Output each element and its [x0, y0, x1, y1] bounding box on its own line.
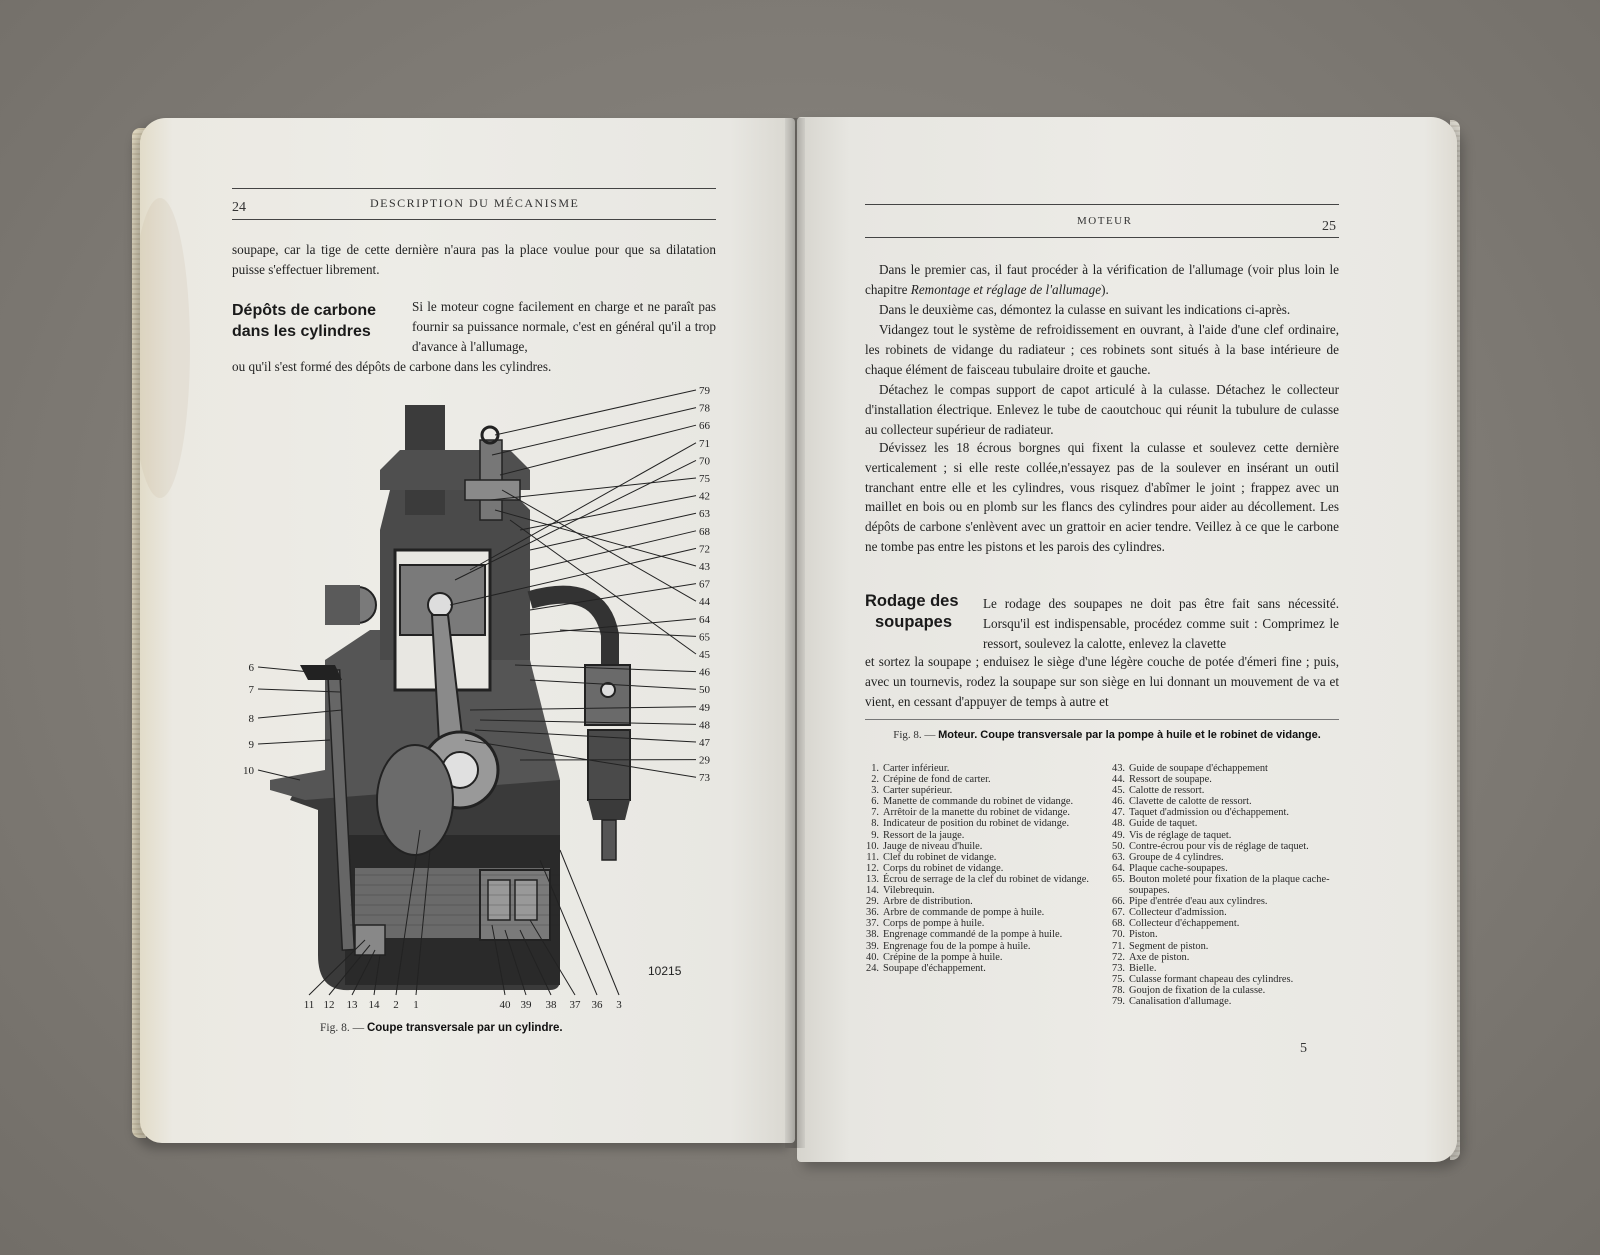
legend-number: 10.: [866, 840, 879, 852]
callout-number: 10: [243, 765, 254, 777]
legend-number: 40.: [866, 951, 879, 963]
leader-line: [530, 531, 696, 570]
legend-item: [1105, 929, 1345, 940]
legend-label: Clavette de calotte de ressort.: [1129, 796, 1252, 808]
legend-number: 50.: [1112, 840, 1125, 852]
legend-number: 66.: [1112, 896, 1125, 908]
legend-item: [1105, 896, 1345, 907]
callout-number: 78: [699, 402, 710, 415]
legend-number: 14.: [866, 885, 879, 897]
legend-label: Bielle.: [1129, 962, 1157, 974]
legend-label: Canalisation d'allumage.: [1129, 995, 1232, 1007]
legend-item: [1105, 941, 1345, 952]
paragraph-text: Dévissez les 18 écrous borgnes qui fixent la culasse et soulevez cette dernière verticalement ; si elle reste collée,n'essayez pas de la soulever en insérant un outil tranchant entre elle et les cylindres, vous risquez d'abîmer le joint ; frappez avec un maillet en bois ou en plomb sur les flancs des cylindres pour aider au décollement. Les dépôts de carbone s'enlèvent avec un grattoir en acier tendre. Veillez à ce que le carbone ne tombe pas entre les pistons et les parois des cylindres.: [865, 440, 1339, 554]
callout-number: 39: [520, 999, 532, 1011]
legend-label: Crépine de la pompe à huile.: [883, 951, 1003, 963]
legend-number: 9.: [871, 829, 879, 841]
legend-caption: [887, 729, 1327, 741]
legend-label: Pipe d'entrée d'eau aux cylindres.: [1129, 896, 1268, 908]
section-heading-line: Dépôts de carbone: [232, 302, 377, 319]
callout-number: 1: [413, 999, 419, 1011]
legend-column-right: [1105, 763, 1345, 1007]
callout-number: 42: [699, 490, 710, 503]
figure-caption: [320, 1022, 740, 1034]
legend-label: Vis de réglage de taquet.: [1129, 829, 1232, 841]
intro-paragraph: soupape, car la tige de cette dernière n'aura pas la place voulue pour que sa dilatation puisse s'effectuer librement.: [232, 242, 716, 277]
body-paragraph: [865, 438, 1339, 557]
body-paragraph: [865, 260, 1339, 300]
legend-number: 72.: [1112, 951, 1125, 963]
legend-label: Carter supérieur.: [883, 785, 953, 797]
legend-item: [1105, 907, 1345, 918]
legend-label: Contre-écrou pour vis de réglage de taquet.: [1129, 840, 1309, 852]
legend-label: Vilebrequin.: [883, 885, 935, 897]
legend-label: Corps de pompe à huile.: [883, 918, 985, 930]
legend-item: [1105, 807, 1345, 818]
legend-label: Arbre de commande de pompe à huile.: [883, 907, 1045, 919]
legend-label: Groupe de 4 cylindres.: [1129, 851, 1224, 863]
leader-line: [560, 850, 619, 995]
callout-number: 9: [248, 739, 254, 751]
leader-line: [500, 425, 696, 475]
section-heading-line: soupapes: [875, 613, 953, 631]
callout-number: 13: [346, 999, 358, 1011]
callout-number: 73: [699, 772, 710, 785]
caption-prefix: Fig. 8. —: [320, 1022, 365, 1034]
legend-label: Engrenage commandé de la pompe à huile.: [883, 929, 1063, 941]
section-heading-carbone: [232, 300, 407, 342]
legend-number: 67.: [1112, 907, 1125, 919]
legend-item: [1105, 852, 1345, 863]
right-page-number: 25: [1322, 219, 1336, 234]
paragraph-text: Dans le deuxième cas, démontez la culasse en suivant les indications ci-après.: [879, 302, 1291, 317]
legend-item: [859, 874, 1099, 885]
section-heading-rodage: [865, 591, 980, 633]
legend-number: 37.: [866, 918, 879, 930]
caption-prefix: Fig. 8. —: [893, 729, 936, 741]
leader-line: [560, 630, 696, 636]
legend-item: [859, 918, 1099, 929]
section-paragraph-cont: et sortez la soupape ; enduisez le siège d'une légère couche de potée d'émeri fine ; puis, avec un tournevis, rodez la soupape sur son siège en lui donnant un mouvement de va et vient, en cessant d'appuyer de temps à autre et: [865, 654, 1339, 709]
legend-label: Crépine de fond de carter.: [883, 774, 991, 786]
legend-label: Piston.: [1129, 929, 1158, 941]
legend-number: 24.: [866, 962, 879, 974]
legend-item: [1105, 918, 1345, 929]
legend-number: 38.: [866, 929, 879, 941]
callout-number: 71: [699, 437, 710, 450]
legend-item: [1105, 774, 1345, 785]
body-paragraph: [865, 380, 1339, 439]
callout-number: 64: [699, 613, 710, 626]
callout-number: 40: [499, 999, 511, 1011]
callout-number: 43: [699, 561, 710, 573]
legend-number: 70.: [1112, 929, 1125, 941]
legend-item: [859, 830, 1099, 841]
caption-title: Coupe transversale par un cylindre.: [366, 1022, 563, 1034]
legend-number: 13.: [866, 873, 879, 885]
legend-number: 75.: [1112, 973, 1125, 985]
section-heading-line: Rodage des: [865, 592, 959, 610]
legend-label: Indicateur de position du robinet de vidange.: [883, 818, 1070, 830]
folio: 5: [1300, 1041, 1307, 1056]
legend-item: [859, 841, 1099, 852]
callout-number: 44: [699, 596, 710, 609]
callout-number: 45: [699, 649, 710, 661]
callout-number: 68: [699, 525, 710, 538]
callout-number: 12: [323, 999, 335, 1011]
right-callout-labels: [699, 385, 711, 784]
header-rule-bottom: [865, 237, 1339, 238]
callout-number: 36: [591, 999, 603, 1011]
legend-label: Engrenage fou de la pompe à huile.: [883, 940, 1031, 952]
engine-cross-section-figure: [230, 380, 750, 1020]
legend-label: Clef du robinet de vidange.: [883, 851, 997, 863]
bottom-callout-labels: [304, 999, 623, 1011]
legend-label: Collecteur d'échappement.: [1129, 918, 1240, 930]
legend-number: 71.: [1112, 940, 1125, 952]
legend-item: [1105, 985, 1345, 996]
leader-line: [495, 390, 696, 435]
legend-item: [859, 785, 1099, 796]
legend-item: [859, 863, 1099, 874]
legend-label: Collecteur d'admission.: [1129, 907, 1227, 919]
figure-reference-number: 10215: [648, 964, 682, 978]
legend-label: Écrou de serrage de la clef du robinet de vidange.: [883, 873, 1089, 885]
callout-number: 11: [303, 999, 315, 1011]
callout-number: 7: [248, 684, 254, 696]
legend-number: 43.: [1112, 763, 1125, 774]
left-running-head: DESCRIPTION DU MÉCANISME: [370, 196, 580, 210]
legend-item: [859, 763, 1099, 774]
paragraph-text: Dans le premier cas, il faut procéder à la vérification de l'allumage (voir plus loin le chapitre: [865, 262, 1339, 297]
legend-item: [1105, 841, 1345, 852]
callout-number: 75: [699, 473, 710, 485]
legend-item: [859, 774, 1099, 785]
legend-number: 36.: [866, 907, 879, 919]
legend-label: Ressort de la jauge.: [883, 829, 965, 841]
section-paragraph: Le rodage des soupapes ne doit pas être fait sans nécessité. Lorsqu'il est indispensable, procédez comme suit : Comprimez le ressort, soulevez la calotte, enlevez la clavette: [983, 596, 1339, 651]
legend-label: Arbre de distribution.: [883, 896, 973, 908]
legend-number: 45.: [1112, 785, 1125, 797]
legend-item: [859, 952, 1099, 963]
callout-number: 50: [699, 684, 710, 697]
legend-number: 12.: [866, 862, 879, 874]
legend-label: Plaque cache-soupapes.: [1129, 862, 1228, 874]
section-paragraph: Si le moteur cogne facilement en charge et ne paraît pas fournir sa puissance normale, c'est en général qu'il a trop d'avance à l'allumage,: [412, 299, 716, 354]
callout-number: 47: [699, 737, 710, 749]
legend-item: [859, 929, 1099, 940]
engine-illustration: [230, 380, 750, 1020]
legend-item: [859, 807, 1099, 818]
paragraph-text: Détachez le compas support de capot articulé à la culasse. Détachez le collecteur d'installation électrique. Enlevez le tube de caoutchouc qui réunit la tubulure de culasse au collecteur supérieur de radiateur.: [865, 382, 1339, 437]
legend-number: 49.: [1112, 829, 1125, 841]
legend-column-left: [859, 763, 1099, 974]
legend-number: 8.: [871, 818, 879, 830]
left-page-number: 24: [232, 200, 246, 215]
callout-number: 67: [699, 578, 710, 591]
legend-number: 2.: [871, 774, 879, 786]
paragraph-text: ).: [1101, 281, 1109, 297]
section-paragraph-cont: ou qu'il s'est formé des dépôts de carbone dans les cylindres.: [232, 359, 552, 374]
callout-number: 72: [699, 543, 710, 556]
legend-item: [859, 941, 1099, 952]
legend-label: Calotte de ressort.: [1129, 785, 1205, 797]
callout-number: 65: [699, 631, 710, 644]
callout-number: 2: [393, 999, 399, 1011]
callout-number: 79: [699, 385, 710, 397]
legend-item: [1105, 796, 1345, 807]
legend-item: [1105, 763, 1345, 774]
header-rule-top: [865, 204, 1339, 205]
legend-item: [859, 852, 1099, 863]
legend-item: [1105, 952, 1345, 963]
engine-body: [270, 405, 630, 990]
legend-item: [1105, 863, 1345, 874]
legend-label: Guide de taquet.: [1129, 818, 1198, 830]
callout-number: 49: [699, 701, 710, 714]
callout-number: 3: [616, 999, 622, 1011]
left-callout-labels: [243, 662, 255, 777]
leader-line: [258, 740, 330, 744]
legend-item: [1105, 830, 1345, 841]
legend-number: 46.: [1112, 796, 1125, 808]
legend-number: 11.: [866, 851, 879, 863]
paragraph-text: Vidangez tout le système de refroidissement en ouvrant, à l'aide d'une clef ordinaire, les robinets de vidange du radiateur ; ces robinets sont situés à la base intérieure de chaque élément de faisceau tubulaire droite et gauche.: [865, 322, 1339, 377]
legend-label: Segment de piston.: [1129, 940, 1209, 952]
page-stain: [140, 198, 190, 498]
legend-item: [859, 818, 1099, 829]
callout-number: 70: [699, 455, 710, 468]
legend-rule: [865, 719, 1339, 720]
callout-number: 29: [699, 754, 710, 767]
legend-item: [859, 796, 1099, 807]
caption-title: Moteur. Coupe transversale par la pompe à huile et le robinet de vidange.: [938, 729, 1321, 741]
legend-number: 7.: [871, 807, 879, 819]
legend-label: Bouton moleté pour fixation de la plaque cache-soupapes.: [1129, 873, 1330, 897]
legend-number: 68.: [1112, 918, 1125, 930]
legend-label: Axe de piston.: [1129, 951, 1190, 963]
legend-label: Culasse formant chapeau des cylindres.: [1129, 973, 1294, 985]
legend-item: [859, 963, 1099, 974]
callout-number: 37: [569, 999, 581, 1011]
legend-item: [1105, 874, 1345, 896]
legend-number: 63.: [1112, 851, 1125, 863]
legend-number: 6.: [871, 796, 879, 808]
legend-label: Corps du robinet de vidange.: [883, 862, 1004, 874]
legend-item: [1105, 818, 1345, 829]
legend-number: 39.: [866, 940, 879, 952]
header-rule-top: [232, 188, 716, 189]
legend-number: 44.: [1112, 774, 1125, 786]
leader-line: [530, 513, 696, 550]
legend-number: 78.: [1112, 984, 1125, 996]
legend-label: Guide de soupape d'échappement: [1129, 763, 1268, 774]
legend-item: [859, 896, 1099, 907]
body-paragraph: [865, 300, 1339, 320]
callout-number: 66: [699, 420, 710, 433]
legend-label: Carter inférieur.: [883, 763, 950, 774]
legend-label: Manette de commande du robinet de vidange.: [883, 796, 1074, 808]
legend-item: [1105, 996, 1345, 1007]
legend-label: Arrêtoir de la manette du robinet de vidange.: [883, 807, 1070, 819]
legend-label: Soupape d'échappement.: [883, 962, 986, 974]
leader-line: [520, 496, 696, 530]
legend-number: 1.: [871, 763, 879, 774]
legend-item: [859, 885, 1099, 896]
legend-number: 79.: [1112, 995, 1125, 1007]
legend-label: Goujon de fixation de la culasse.: [1129, 984, 1266, 996]
legend-item: [1105, 974, 1345, 985]
callout-number: 8: [248, 713, 254, 725]
right-running-head: MOTEUR: [1077, 215, 1133, 227]
callout-number: 48: [699, 719, 710, 732]
legend-number: 73.: [1112, 962, 1125, 974]
legend-number: 64.: [1112, 862, 1125, 874]
legend-number: 47.: [1112, 807, 1125, 819]
legend-label: Jauge de niveau d'huile.: [883, 840, 983, 852]
legend-number: 3.: [871, 785, 879, 797]
legend-number: 48.: [1112, 818, 1125, 830]
callout-number: 38: [545, 999, 557, 1011]
callout-number: 46: [699, 666, 710, 679]
callout-number: 6: [248, 662, 254, 674]
header-rule-bottom: [232, 219, 716, 220]
legend-item: [859, 907, 1099, 918]
book-spine: [785, 118, 805, 1148]
chapter-reference: Remontage et réglage de l'allumage: [910, 281, 1102, 297]
callout-number: 14: [368, 999, 380, 1011]
body-paragraph: [865, 320, 1339, 379]
leader-line: [492, 408, 696, 455]
right-page: [797, 117, 1457, 1162]
legend-label: Ressort de soupape.: [1129, 774, 1212, 786]
legend-number: 29.: [866, 896, 879, 908]
legend-number: 65.: [1112, 873, 1125, 885]
legend-label: Taquet d'admission ou d'échappement.: [1129, 807, 1289, 819]
section-heading-line: dans les cylindres: [232, 323, 371, 340]
callout-number: 63: [699, 508, 710, 521]
legend-item: [1105, 963, 1345, 974]
legend-item: [1105, 785, 1345, 796]
